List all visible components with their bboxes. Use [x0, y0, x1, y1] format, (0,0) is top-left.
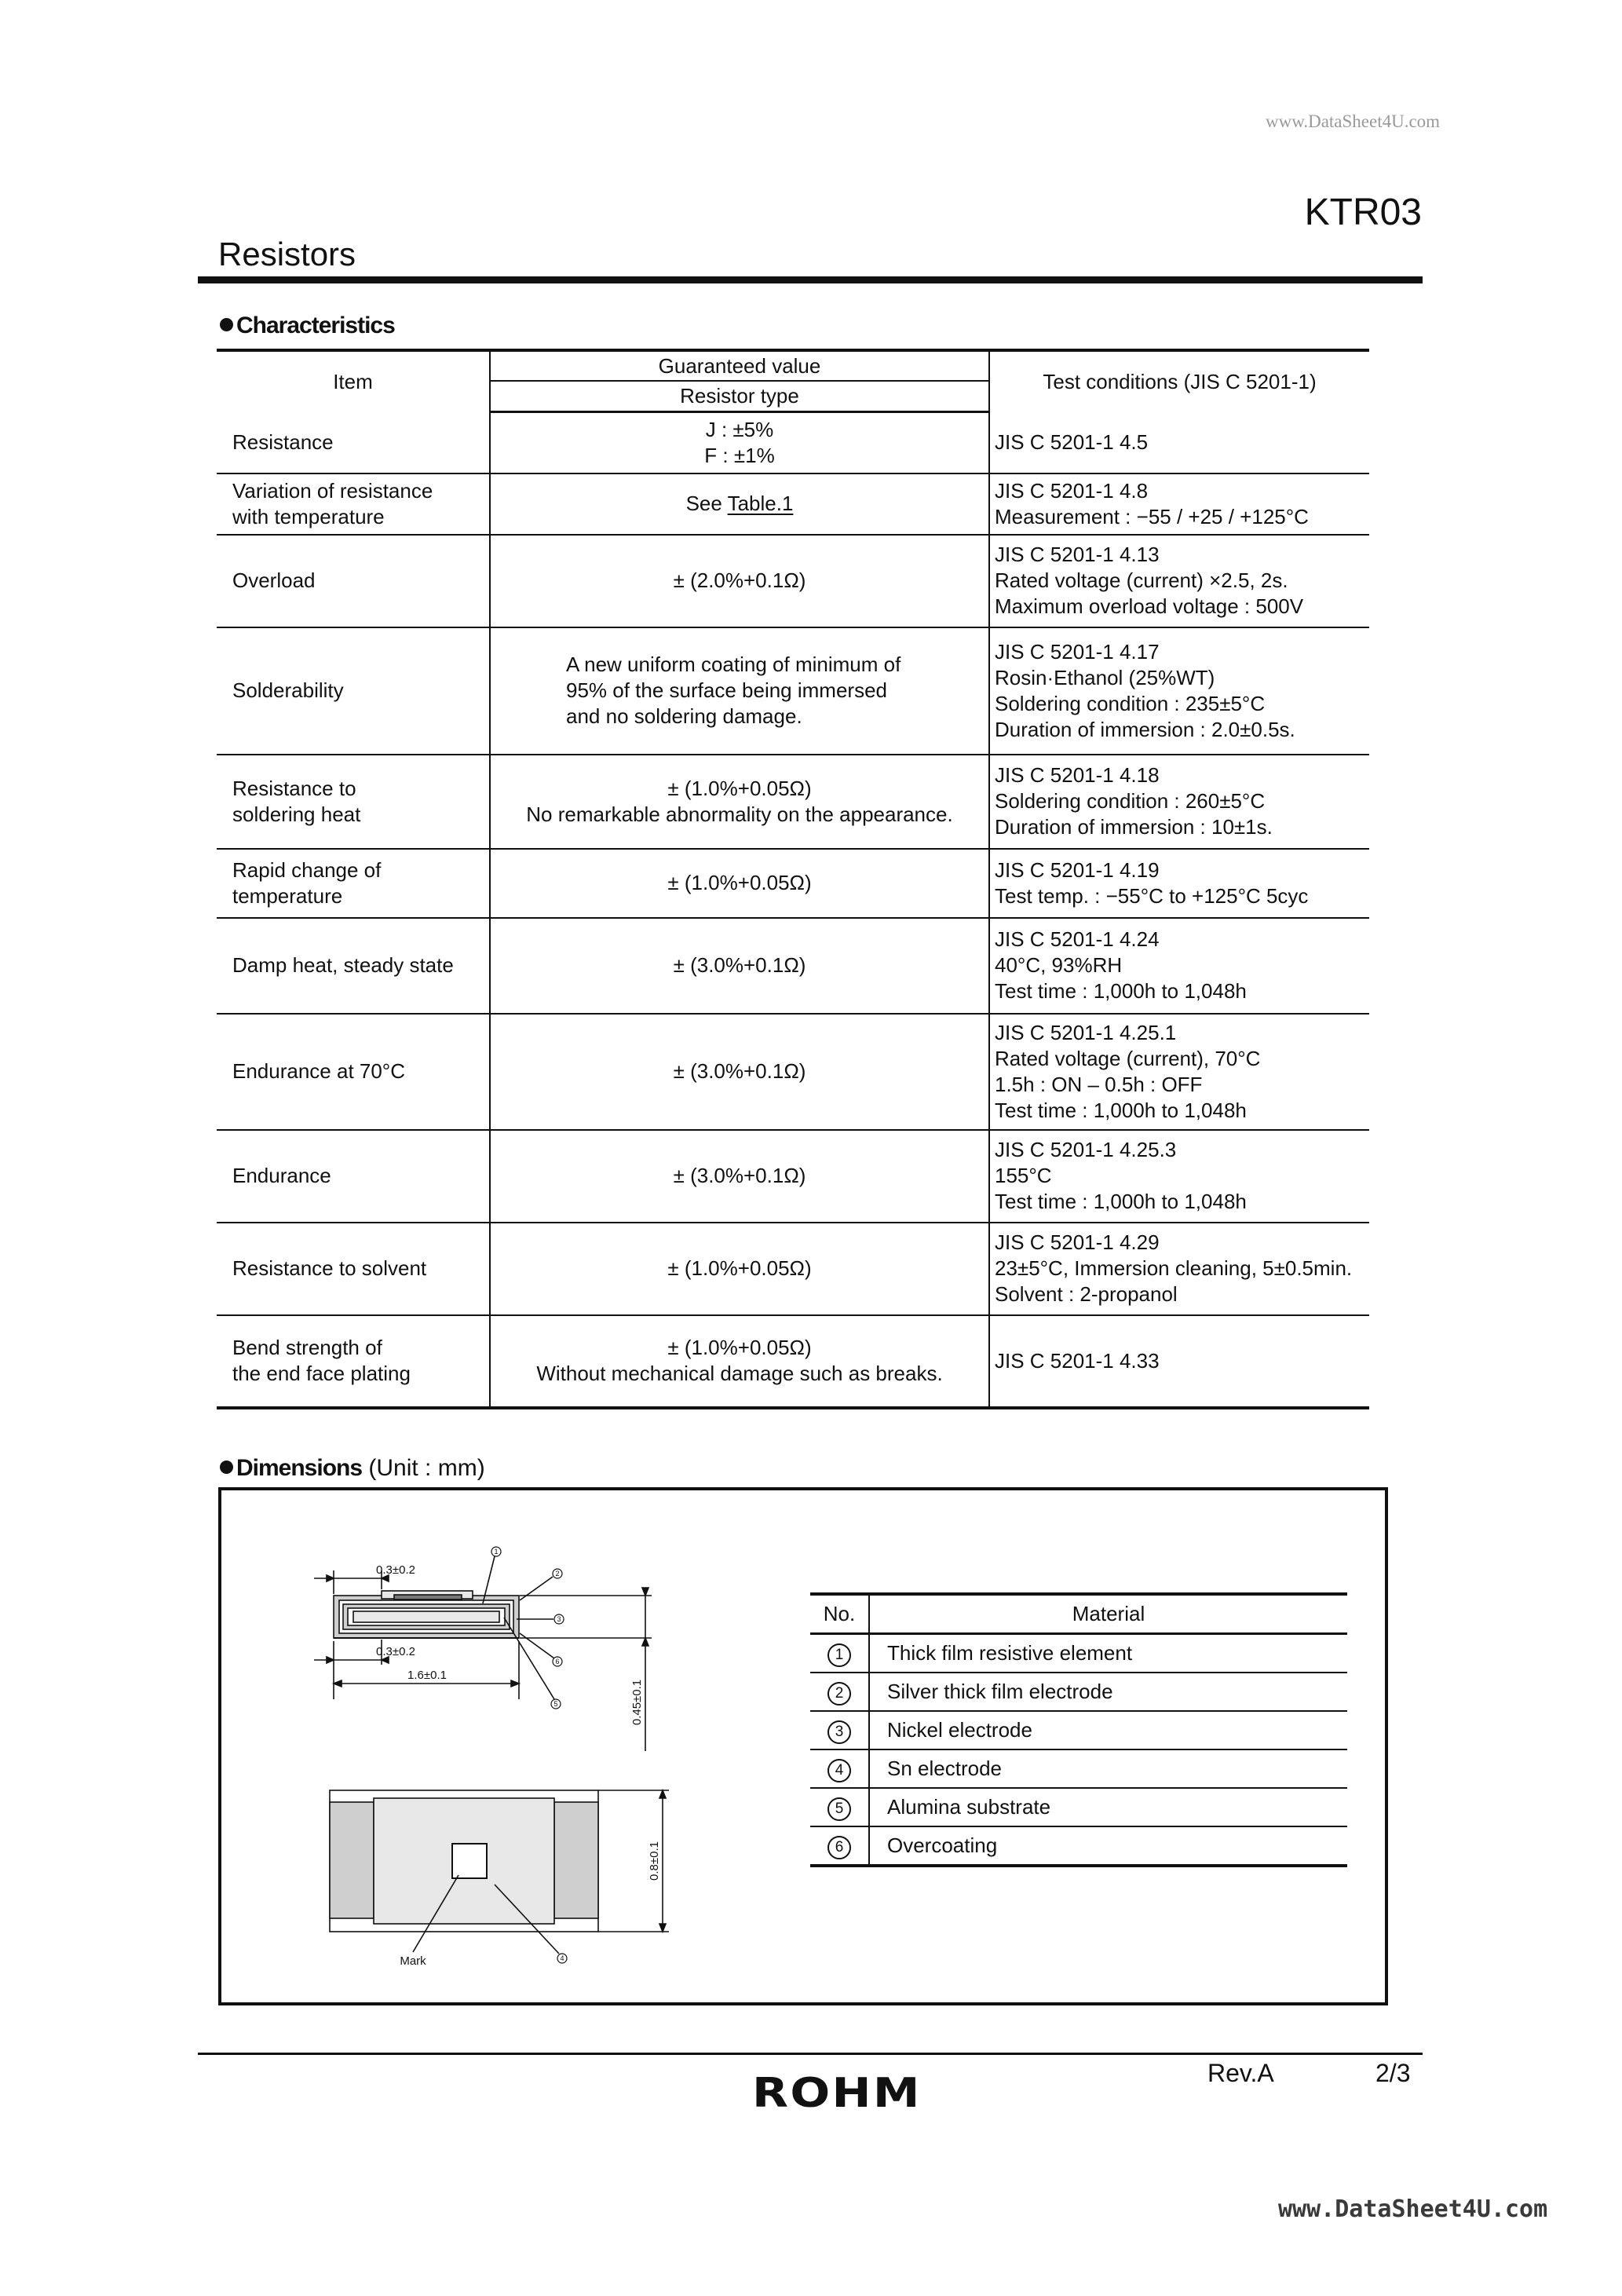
- material-row: [810, 1673, 1347, 1711]
- test-text: Test time : 1,000h to 1,048h: [995, 1098, 1247, 1122]
- test-conditions-cell: [989, 1014, 1369, 1130]
- test-conditions-cell: [989, 849, 1369, 918]
- value-text: Without mechanical damage such as breaks.: [536, 1362, 943, 1385]
- material-header-material: Material: [869, 1594, 1347, 1634]
- test-text: Duration of immersion : 10±1s.: [995, 815, 1273, 839]
- value-text: No remarkable abnormality on the appearance.: [526, 802, 953, 826]
- guaranteed-value-cell: [490, 535, 989, 627]
- item-cell: [217, 627, 490, 755]
- test-text: Duration of immersion : 2.0±0.5s.: [995, 717, 1295, 741]
- test-conditions-cell: [989, 627, 1369, 755]
- test-text: Rated voltage (current) ×2.5, 2s.: [995, 569, 1288, 592]
- value-text: and no soldering damage.: [566, 704, 802, 728]
- test-text: 155°C: [995, 1164, 1052, 1187]
- item-text: Resistance to: [232, 776, 356, 800]
- test-text: 40°C, 93%RH: [995, 953, 1123, 977]
- value-text: ± (1.0%+0.05Ω): [667, 1256, 812, 1280]
- dimensions-drawing: [267, 1508, 754, 1994]
- item-text: soldering heat: [232, 802, 361, 826]
- test-text: Test temp. : −55°C to +125°C 5cyc: [995, 883, 1309, 908]
- characteristics-row: [217, 918, 1369, 1014]
- material-no-cell: [810, 1634, 869, 1673]
- material-name: Overcoating: [869, 1826, 1347, 1866]
- footer-rule: [198, 2053, 1423, 2055]
- characteristics-row: [217, 627, 1369, 755]
- callout-3: 3: [557, 1615, 561, 1623]
- item-text: Solderability: [232, 678, 344, 702]
- guaranteed-value-cell: [490, 755, 989, 849]
- item-cell: [217, 473, 490, 535]
- circled-number: 3: [827, 1720, 851, 1744]
- rohm-logo: ROHM: [752, 2070, 922, 2117]
- circled-number: 5: [827, 1797, 851, 1821]
- guaranteed-value-cell: [490, 473, 989, 535]
- mark-label: Mark: [400, 1954, 426, 1968]
- characteristics-row: [217, 412, 1369, 473]
- value-text: ± (1.0%+0.05Ω): [667, 1336, 812, 1359]
- item-text: Overload: [232, 569, 316, 592]
- value-text: ± (3.0%+0.1Ω): [673, 953, 806, 977]
- material-row: [810, 1634, 1347, 1673]
- characteristics-row: [217, 1223, 1369, 1315]
- circled-number: 4: [827, 1759, 851, 1782]
- test-text: JIS C 5201-1 4.33: [995, 1348, 1160, 1373]
- test-text: JIS C 5201-1 4.17: [995, 639, 1160, 664]
- material-name: Nickel electrode: [869, 1711, 1347, 1749]
- item-cell: [217, 1014, 490, 1130]
- test-text: Rosin·Ethanol (25%WT): [995, 665, 1215, 689]
- item-text: Bend strength of: [232, 1336, 382, 1359]
- table-reference-link[interactable]: Table.1: [727, 492, 794, 515]
- test-text: Maximum overload voltage : 500V: [995, 594, 1304, 618]
- item-cell: [217, 1223, 490, 1315]
- material-name: Silver thick film electrode: [869, 1673, 1347, 1711]
- characteristics-row: [217, 849, 1369, 918]
- dim-label-length: 1.6±0.1: [407, 1669, 447, 1682]
- test-conditions-cell: [989, 535, 1369, 627]
- header-rule: [198, 276, 1423, 283]
- characteristics-row: [217, 1130, 1369, 1223]
- test-conditions-cell: [989, 755, 1369, 849]
- callout-1: 1: [494, 1548, 499, 1556]
- test-text: Soldering condition : 235±5°C: [995, 691, 1266, 715]
- test-conditions-cell: [989, 473, 1369, 535]
- characteristics-table: [217, 349, 1369, 1409]
- value-text: ± (1.0%+0.05Ω): [667, 776, 812, 800]
- characteristics-row: [217, 473, 1369, 535]
- material-row: [810, 1749, 1347, 1788]
- test-text: 1.5h : ON – 0.5h : OFF: [995, 1072, 1203, 1096]
- item-cell: [217, 918, 490, 1014]
- material-row: [810, 1788, 1347, 1826]
- material-table: [810, 1592, 1347, 1867]
- item-cell: [217, 849, 490, 918]
- guaranteed-value-cell: [490, 918, 989, 1014]
- item-text: Resistance to solvent: [232, 1256, 427, 1280]
- item-cell: [217, 1315, 490, 1408]
- value-text: See: [685, 492, 728, 515]
- characteristics-row: [217, 535, 1369, 627]
- test-text: Test time : 1,000h to 1,048h: [995, 1190, 1247, 1213]
- header-resistor-type: Resistor type: [490, 381, 989, 412]
- test-conditions-cell: [989, 412, 1369, 473]
- test-text: JIS C 5201-1 4.25.3: [995, 1138, 1177, 1161]
- test-text: Rated voltage (current), 70°C: [995, 1046, 1261, 1070]
- material-no-cell: [810, 1673, 869, 1711]
- test-text: JIS C 5201-1 4.8: [995, 478, 1149, 503]
- material-name: Alumina substrate: [869, 1788, 1347, 1826]
- part-number: KTR03: [1304, 192, 1422, 233]
- test-text: JIS C 5201-1 4.5: [995, 430, 1149, 454]
- value-text: F : ±1%: [704, 443, 775, 467]
- guaranteed-value-cell: [490, 1315, 989, 1408]
- item-text: Damp heat, steady state: [232, 953, 454, 977]
- bullet-icon: [220, 1461, 233, 1474]
- circled-number: 1: [827, 1643, 851, 1667]
- value-text: ± (2.0%+0.1Ω): [673, 569, 806, 592]
- guaranteed-value-cell: [490, 627, 989, 755]
- material-name: Thick film resistive element: [869, 1634, 1347, 1673]
- value-text: 95% of the surface being immersed: [566, 678, 887, 702]
- guaranteed-value-cell: [490, 412, 989, 473]
- dim-label-bottom: 0.3±0.2: [376, 1645, 415, 1658]
- test-conditions-cell: [989, 1315, 1369, 1408]
- material-row: [810, 1711, 1347, 1749]
- dim-label-width: 0.8±0.1: [648, 1841, 661, 1881]
- test-conditions-cell: [989, 1130, 1369, 1223]
- guaranteed-value-cell: [490, 1223, 989, 1315]
- watermark-url-bottom: www.DataSheet4U.com: [1278, 2195, 1548, 2223]
- test-text: JIS C 5201-1 4.24: [995, 927, 1160, 951]
- dimensions-heading: Dimensions (Unit : mm): [220, 1455, 485, 1482]
- test-text: JIS C 5201-1 4.18: [995, 763, 1160, 787]
- header-item: Item: [217, 350, 490, 412]
- item-text: Resistance: [232, 430, 334, 454]
- test-text: JIS C 5201-1 4.29: [995, 1230, 1160, 1254]
- value-text: J : ±5%: [705, 417, 774, 441]
- test-conditions-cell: [989, 918, 1369, 1014]
- guaranteed-value-cell: [490, 1130, 989, 1223]
- characteristics-heading: Characteristics: [220, 313, 395, 339]
- item-cell: [217, 755, 490, 849]
- material-name: Sn electrode: [869, 1749, 1347, 1788]
- material-no-cell: [810, 1826, 869, 1866]
- material-no-cell: [810, 1788, 869, 1826]
- item-text: temperature: [232, 883, 343, 908]
- section-title: Resistors: [218, 236, 356, 272]
- characteristics-row: [217, 1014, 1369, 1130]
- test-text: Soldering condition : 260±5°C: [995, 789, 1266, 813]
- characteristics-row: [217, 755, 1369, 849]
- watermark-url: www.DataSheet4U.com: [1266, 112, 1441, 131]
- material-no-cell: [810, 1749, 869, 1788]
- value-text: ± (3.0%+0.1Ω): [673, 1059, 806, 1083]
- material-row: [810, 1826, 1347, 1866]
- characteristics-row: [217, 1315, 1369, 1408]
- test-text: JIS C 5201-1 4.19: [995, 857, 1160, 882]
- item-cell: [217, 412, 490, 473]
- test-text: Measurement : −55 / +25 / +125°C: [995, 504, 1309, 528]
- test-text: 23±5°C, Immersion cleaning, 5±0.5min.: [995, 1256, 1353, 1280]
- item-text: with temperature: [232, 504, 385, 528]
- revision-label: Rev.A: [1207, 2059, 1274, 2087]
- item-text: Variation of resistance: [232, 478, 433, 503]
- item-text: Endurance at 70°C: [232, 1059, 405, 1083]
- test-text: Test time : 1,000h to 1,048h: [995, 979, 1247, 1003]
- test-text: Solvent : 2-propanol: [995, 1282, 1178, 1306]
- item-cell: [217, 535, 490, 627]
- value-text: ± (3.0%+0.1Ω): [673, 1164, 806, 1187]
- test-text: JIS C 5201-1 4.13: [995, 543, 1160, 566]
- callout-6: 6: [555, 1658, 560, 1665]
- callout-4: 4: [560, 1954, 564, 1962]
- callout-5: 5: [553, 1700, 558, 1708]
- value-text: A new uniform coating of minimum of: [566, 653, 901, 676]
- guaranteed-value-cell: [490, 1014, 989, 1130]
- circled-number: 6: [827, 1836, 851, 1859]
- dim-label-top: 0.3±0.2: [376, 1563, 415, 1577]
- material-header-no: No.: [810, 1594, 869, 1634]
- bullet-icon: [220, 318, 233, 331]
- page-number: 2/3: [1375, 2059, 1411, 2087]
- material-no-cell: [810, 1711, 869, 1749]
- circled-number: 2: [827, 1682, 851, 1706]
- value-text: ± (1.0%+0.05Ω): [667, 871, 812, 894]
- header-test-conditions: Test conditions (JIS C 5201-1): [989, 350, 1369, 412]
- item-text: the end face plating: [232, 1362, 411, 1385]
- callout-2: 2: [555, 1570, 560, 1578]
- side-view: [334, 1591, 519, 1638]
- item-cell: [217, 1130, 490, 1223]
- header-guaranteed-value: Guaranteed value: [490, 350, 989, 381]
- item-text: Rapid change of: [232, 857, 382, 882]
- item-text: Endurance: [232, 1164, 331, 1187]
- test-conditions-cell: [989, 1223, 1369, 1315]
- dim-label-height: 0.45±0.1: [630, 1679, 644, 1726]
- test-text: JIS C 5201-1 4.25.1: [995, 1020, 1177, 1044]
- top-view: [330, 1790, 598, 1932]
- guaranteed-value-cell: [490, 849, 989, 918]
